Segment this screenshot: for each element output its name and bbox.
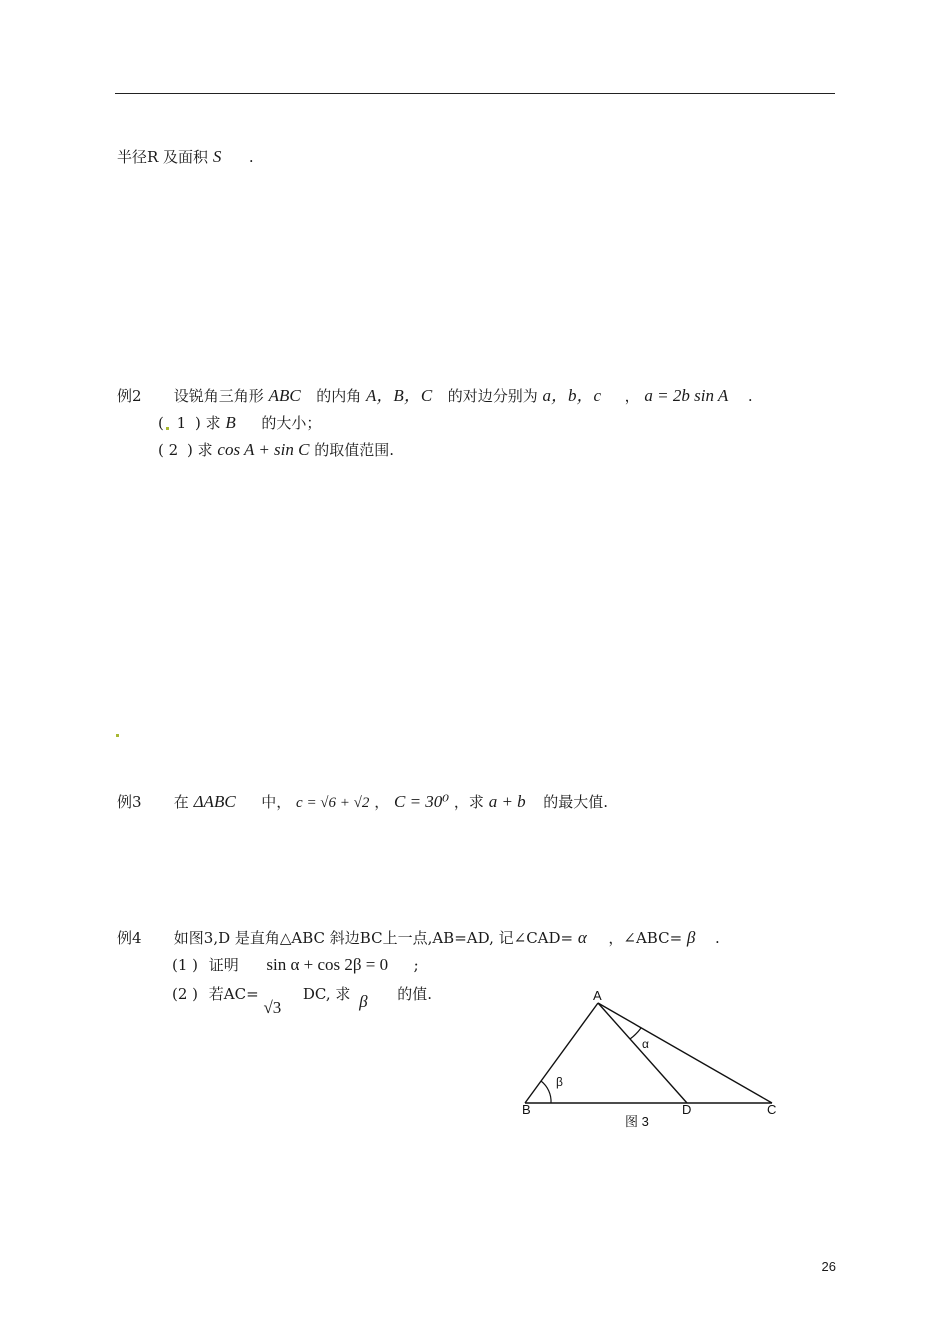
fragment-line bbox=[117, 147, 254, 167]
figure-caption: 图 3 bbox=[625, 1114, 649, 1129]
example4-part2-text-a: 若AC= bbox=[208, 985, 259, 1003]
example4-part1 bbox=[172, 955, 419, 975]
example2-part1 bbox=[158, 413, 321, 433]
example4-part2-var: β bbox=[359, 992, 368, 1011]
example3-text-b: 中， bbox=[261, 793, 292, 811]
example4-label: 例4 bbox=[117, 929, 142, 947]
example3-sep2: ，求 bbox=[453, 793, 484, 811]
segment-ad bbox=[598, 1003, 687, 1103]
example2-tri: ABC bbox=[268, 386, 301, 405]
example3-target: a + b bbox=[488, 792, 526, 811]
example2-part2-close: ) bbox=[186, 441, 193, 459]
example2-part2 bbox=[158, 440, 394, 460]
example3-text-a: 在 bbox=[173, 793, 189, 811]
beta-label: β bbox=[556, 1075, 563, 1089]
example2-intro-1: 设锐角三角形 bbox=[173, 387, 264, 405]
example4-intro: 如图3,D 是直角△ABC 斜边BC上一点,AB=AD, 记∠CAD= bbox=[173, 929, 574, 947]
beta-arc bbox=[541, 1081, 551, 1103]
stray-dot bbox=[166, 427, 169, 430]
example2-line bbox=[117, 386, 753, 406]
example4-part2-text-b: DC, 求 bbox=[302, 985, 351, 1003]
page-number: 26 bbox=[821, 1259, 836, 1274]
example4-part1-expr: sin α + cos 2β = 0 bbox=[266, 955, 389, 974]
example2-part1-text-a: 求 bbox=[205, 414, 221, 432]
example4-alpha: α bbox=[577, 928, 587, 947]
example2-part2-text-a: 求 bbox=[197, 441, 213, 459]
example2-part1-var: B bbox=[225, 413, 236, 432]
example2-sep: ， bbox=[624, 387, 640, 405]
example2-sides: a，b，c bbox=[542, 386, 602, 405]
example2-end: . bbox=[747, 387, 753, 405]
example4-line bbox=[117, 928, 720, 948]
alpha-arc bbox=[630, 1028, 641, 1039]
example2-part2-expr: cos A + sin C bbox=[217, 440, 310, 459]
example4-part2-sqrt: √3 bbox=[263, 998, 282, 1017]
example2-part2-text-b: 的取值范围. bbox=[314, 441, 395, 459]
example4-end: . bbox=[714, 929, 720, 947]
vertex-b-label: B bbox=[522, 1102, 531, 1117]
example4-part1-end: ; bbox=[413, 956, 419, 974]
vertex-c-label: C bbox=[767, 1102, 777, 1117]
example4-part2-text-c: 的值. bbox=[397, 985, 432, 1003]
fragment-end: . bbox=[248, 148, 254, 166]
example3-sep1: ， bbox=[374, 793, 390, 811]
example2-angles: A，B，C bbox=[366, 386, 433, 405]
example3-line bbox=[117, 792, 608, 813]
example3-text-c: 的最大值. bbox=[543, 793, 609, 811]
fragment-var: S bbox=[212, 147, 222, 166]
header-rule bbox=[115, 93, 835, 94]
example3-angle-eq: C = 30⁰ bbox=[393, 792, 450, 811]
segment-ac bbox=[598, 1003, 772, 1103]
figure-3 bbox=[510, 985, 800, 1135]
example2-part2-num: 2 bbox=[168, 441, 179, 459]
example4-beta: β bbox=[686, 928, 696, 947]
example3-label: 例3 bbox=[117, 793, 142, 811]
example4-mid: ，∠ABC= bbox=[608, 929, 683, 947]
example3-c-eq: c = √6 + √2 bbox=[296, 795, 370, 811]
example2-intro-2: 的内角 bbox=[316, 387, 362, 405]
example2-condition: a = 2b sin A bbox=[644, 386, 729, 405]
example2-label: 例2 bbox=[117, 387, 142, 405]
vertex-a-label: A bbox=[593, 988, 602, 1003]
example4-part1-text: 证明 bbox=[208, 956, 239, 974]
example2-part1-num: 1 bbox=[176, 414, 187, 432]
example4-part1-prefix: (1 ) bbox=[172, 956, 199, 974]
example2-part2-prefix: ( bbox=[158, 441, 164, 459]
example4-part2 bbox=[172, 984, 432, 1017]
example4-part2-prefix: (2 ) bbox=[172, 985, 199, 1003]
vertex-d-label: D bbox=[682, 1102, 692, 1117]
alpha-label: α bbox=[642, 1037, 649, 1051]
example2-part1-text-b: 的大小； bbox=[261, 414, 322, 432]
example2-part1-close: ) bbox=[194, 414, 201, 432]
fragment-text: 半径R 及面积 bbox=[117, 148, 209, 166]
stray-dot bbox=[116, 734, 119, 737]
example2-intro-3: 的对边分别为 bbox=[447, 387, 538, 405]
example2-part1-prefix: ( bbox=[158, 414, 164, 432]
example3-tri: ΔABC bbox=[193, 792, 236, 811]
